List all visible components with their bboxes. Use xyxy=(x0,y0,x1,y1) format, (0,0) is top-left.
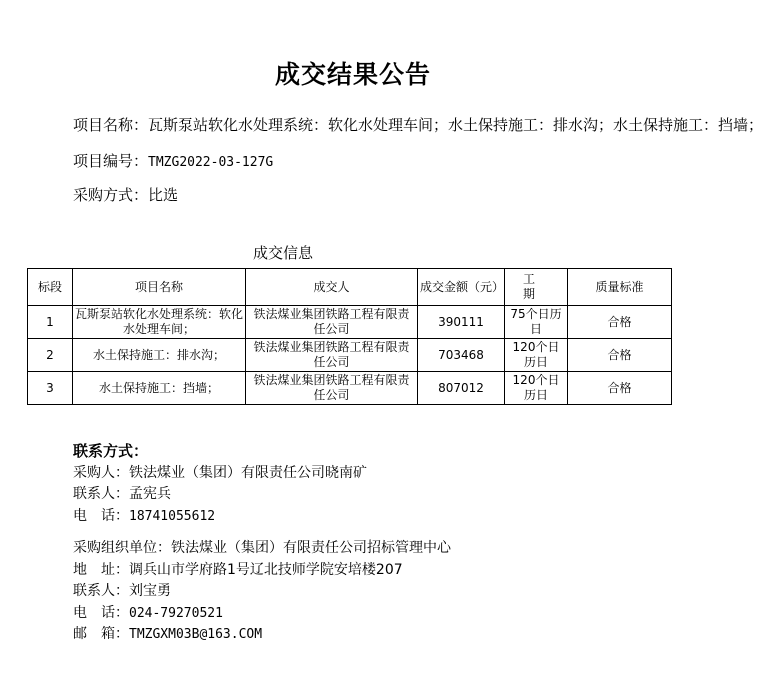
deal-info-title: 成交信息 xyxy=(253,244,314,262)
header-amount: 成交金额（元） xyxy=(418,269,505,306)
table-header-row xyxy=(28,269,672,306)
header-quality: 质量标准 xyxy=(568,269,672,306)
table-row xyxy=(28,306,672,339)
procurement-method-value: 比选 xyxy=(148,186,179,204)
buyer-line xyxy=(73,463,367,485)
buyer-contact-block xyxy=(73,441,367,527)
cell-winner: 铁法煤业集团铁路工程有限责任公司 xyxy=(246,339,418,372)
procurement-method-label: 采购方式： xyxy=(73,186,149,204)
address-label: 地 址： xyxy=(73,561,129,578)
project-code-label: 项目编号： xyxy=(73,152,149,170)
cell-lot: 1 xyxy=(28,306,73,339)
buyer-contact-line xyxy=(73,484,367,506)
project-name-value: 瓦斯泵站软化水处理系统：软化水处理车间；水土保持施工：排水沟；水土保持施工：挡墙； xyxy=(148,116,763,134)
cell-winner: 铁法煤业集团铁路工程有限责任公司 xyxy=(246,306,418,339)
cell-winner: 铁法煤业集团铁路工程有限责任公司 xyxy=(246,372,418,405)
agency-phone-line xyxy=(73,603,451,625)
buyer-phone-value: 18741055612 xyxy=(129,508,216,524)
buyer-phone-line xyxy=(73,506,367,528)
agency-label: 采购组织单位： xyxy=(73,540,171,556)
procurement-method-line xyxy=(73,184,178,205)
agency-contact-label: 联系人： xyxy=(73,583,129,599)
project-code-value: TMZG2022-03-127G xyxy=(148,155,274,170)
buyer-contact-label: 联系人： xyxy=(73,486,129,502)
buyer-phone-label: 电 话： xyxy=(73,507,129,524)
cell-amount: 390111 xyxy=(418,306,505,339)
email-value[interactable]: TMZGXM03B@163.COM xyxy=(129,627,263,642)
project-name-line xyxy=(73,114,763,135)
cell-project-name: 水土保持施工：挡墙； xyxy=(73,372,246,405)
cell-lot: 2 xyxy=(28,339,73,372)
deal-result-table xyxy=(27,268,672,405)
cell-quality: 合格 xyxy=(568,306,672,339)
cell-quality: 合格 xyxy=(568,372,672,405)
agency-line xyxy=(73,538,451,560)
address-value: 调兵山市学府路1号辽北技师学院安培楼207 xyxy=(129,561,403,578)
buyer-contact-value: 孟宪兵 xyxy=(129,486,171,502)
cell-period: 120个日历日 xyxy=(505,339,568,372)
email-label: 邮 箱： xyxy=(73,626,129,642)
buyer-label: 采购人： xyxy=(73,464,129,481)
header-lot: 标段 xyxy=(28,269,73,306)
table-row xyxy=(28,339,672,372)
cell-period: 120个日历日 xyxy=(505,372,568,405)
agency-contact-value: 刘宝勇 xyxy=(129,583,171,599)
cell-project-name: 瓦斯泵站软化水处理系统：软化水处理车间； xyxy=(73,306,246,339)
cell-period: 75个日历日 xyxy=(505,306,568,339)
project-name-label: 项目名称： xyxy=(73,116,149,134)
contact-heading: 联系方式： xyxy=(73,442,149,460)
cell-amount: 703468 xyxy=(418,339,505,372)
page-title: 成交结果公告 xyxy=(274,60,431,89)
agency-value: 铁法煤业（集团）有限责任公司招标管理中心 xyxy=(171,540,451,556)
project-code-line xyxy=(73,150,273,171)
agency-contact-block xyxy=(73,538,451,646)
cell-lot: 3 xyxy=(28,372,73,405)
header-winner: 成交人 xyxy=(246,269,418,306)
email-line xyxy=(73,624,451,646)
buyer-value: 铁法煤业（集团）有限责任公司晓南矿 xyxy=(129,464,367,481)
header-period: 工 期 xyxy=(505,269,568,306)
cell-amount: 807012 xyxy=(418,372,505,405)
header-project-name: 项目名称 xyxy=(73,269,246,306)
agency-phone-label: 电 话： xyxy=(73,604,129,621)
agency-phone-value: 024-79270521 xyxy=(129,605,223,621)
address-line xyxy=(73,560,451,582)
table-row xyxy=(28,372,672,405)
cell-quality: 合格 xyxy=(568,339,672,372)
cell-project-name: 水土保持施工：排水沟； xyxy=(73,339,246,372)
agency-contact-line xyxy=(73,581,451,603)
